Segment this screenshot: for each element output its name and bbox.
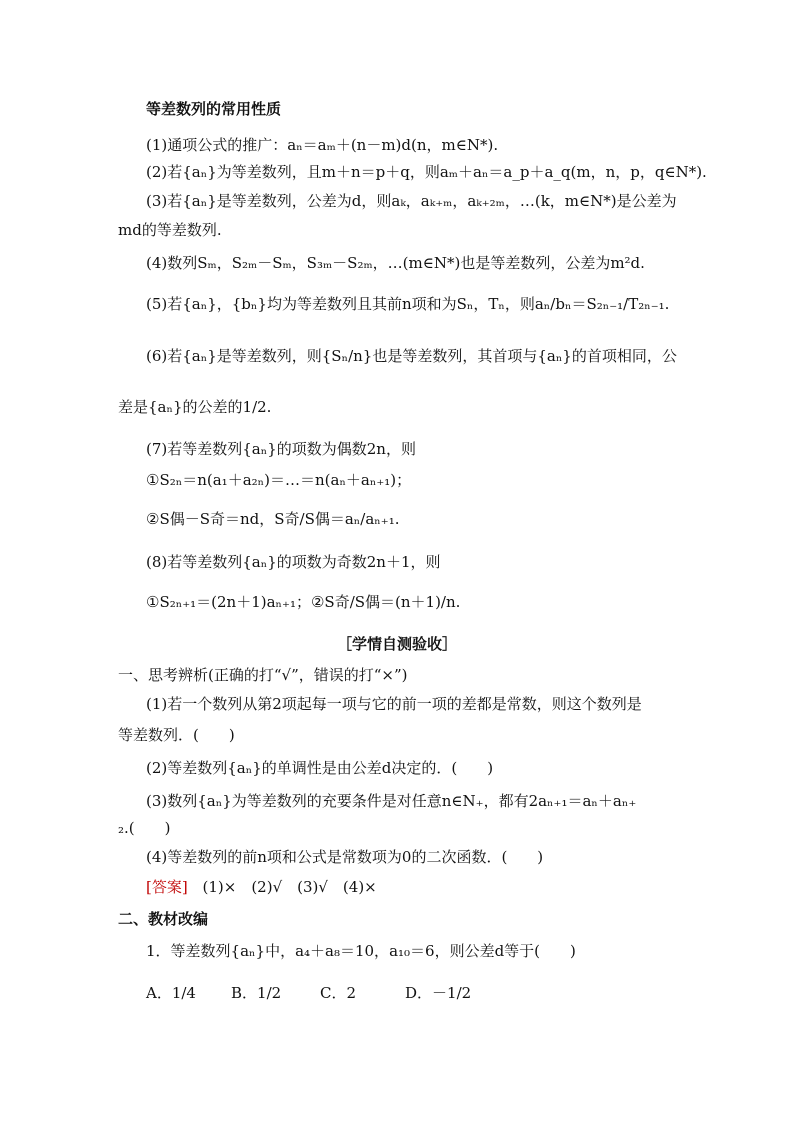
property-2: (2)若{aₙ}为等差数列，且m＋n＝p＋q，则aₘ＋aₙ＝a_p＋a_q(m，n，p，q∈N*).: [146, 163, 707, 181]
question-1-line1: (1)若一个数列从第2项起每一项与它的前一项的差都是常数，则这个数列是: [146, 695, 642, 713]
question-2: (2)等差数列{aₙ}的单调性是由公差d决定的．( ): [146, 759, 494, 777]
answer-text: (1)× (2)√ (3)√ (4)×: [202, 878, 377, 896]
property-6-line1: (6)若{aₙ}是等差数列，则{Sₙ/n}也是等差数列，其首项与{aₙ}的首项相同，公: [146, 347, 677, 365]
question-3-line2: ₂.( ): [118, 819, 171, 837]
option-a: A．1/4: [146, 984, 196, 1002]
property-6-line2: 差是{aₙ}的公差的1/2.: [118, 398, 272, 416]
property-8: (8)若等差数列{aₙ}的项数为奇数2n＋1，则: [146, 553, 441, 571]
question-3-line1: (3)数列{aₙ}为等差数列的充要条件是对任意n∈N₊，都有2aₙ₊₁＝aₙ＋aₙ₊: [146, 792, 637, 810]
option-b: B．1/2: [231, 984, 282, 1002]
property-8-items: ①S₂ₙ₊₁＝(2n＋1)aₙ₊₁；②S奇/S偶＝(n＋1)/n.: [146, 593, 461, 611]
question-1-line2: 等差数列．( ): [118, 726, 235, 744]
part-1-title: 一、思考辨析(正确的打“√”，错误的打“×”): [118, 666, 408, 684]
exercise-1: 1．等差数列{aₙ}中，a₄＋a₈＝10，a₁₀＝6，则公差d等于( ): [146, 942, 576, 960]
answer-label: [答案]: [146, 878, 188, 896]
property-7-item2: ②S偶－S奇＝nd，S奇/S偶＝aₙ/aₙ₊₁.: [146, 510, 400, 528]
option-d: D．－1/2: [405, 984, 472, 1002]
property-7: (7)若等差数列{aₙ}的项数为偶数2n，则: [146, 440, 416, 458]
property-1: (1)通项公式的推广：aₙ＝aₘ＋(n－m)d(n，m∈N*).: [146, 136, 499, 154]
option-c: C．2: [320, 984, 357, 1002]
property-3-line1: (3)若{aₙ}是等差数列，公差为d，则aₖ，aₖ₊ₘ，aₖ₊₂ₘ，…(k，m∈N*)是公差为: [146, 192, 677, 210]
part-2-title: 二、教材改编: [118, 910, 209, 928]
answer-row: [146, 876, 377, 898]
property-4: (4)数列Sₘ，S₂ₘ－Sₘ，S₃ₘ－S₂ₘ，…(m∈N*)也是等差数列，公差为m²d.: [146, 254, 645, 272]
property-3-line2: md的等差数列.: [118, 221, 222, 239]
property-7-item1: ①S₂ₙ＝n(a₁＋a₂ₙ)＝…＝n(aₙ＋aₙ₊₁)；: [146, 471, 412, 489]
section-title: 等差数列的常用性质: [146, 100, 282, 118]
self-test-heading: ［学情自测验收］: [336, 635, 457, 653]
property-5: (5)若{aₙ}，{bₙ}均为等差数列且其前n项和为Sₙ，Tₙ，则aₙ/bₙ＝S₂ₙ₋₁/T₂ₙ₋₁.: [146, 295, 670, 313]
question-4: (4)等差数列的前n项和公式是常数项为0的二次函数．( ): [146, 848, 544, 866]
